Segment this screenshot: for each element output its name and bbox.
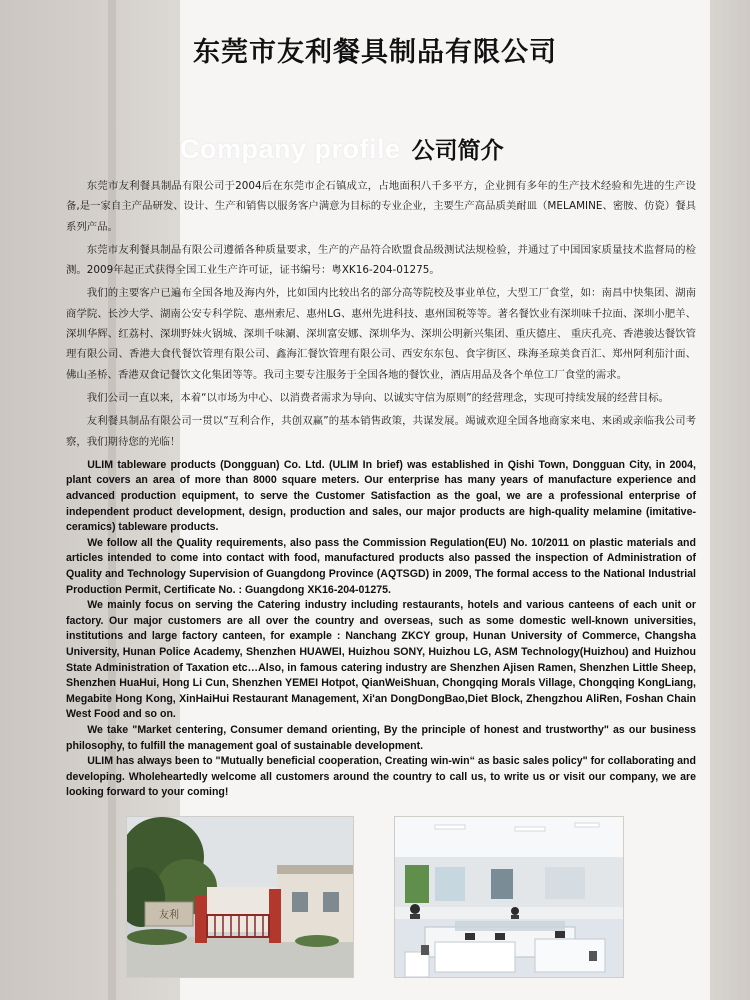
- factory-gate-illustration: [127, 817, 353, 977]
- chinese-paragraph: 东莞市友利餐具制品有限公司于2004后在东莞市企石镇成立，占地面积八千多平方，企业拥有多年的生产技术经验和先进的生产设备,是一家自主产品研发、设计、生产和销售以服务客户满意为目标的专业企业，主要生产高品质美耐皿（MELAMINE、密胺、仿瓷）餐具系列产品。: [66, 180, 696, 233]
- factory-gate-photo: [126, 816, 354, 978]
- english-paragraph: ULIM has always been to "Mutually beneficial cooperation, Creating win-win“ as basic sales policy" for collaborating and developing. Wholeheartedly welcome all customers around the country to call us, to write us or visit our company, we are looking forward to your coming!: [66, 755, 696, 799]
- english-paragraph: We follow all the Quality requirements, also pass the Commission Regulation(EU) No. 10/2011 on plastic materials and articles intended to come into contact with food, manufactured products also passed the inspection of Administration of Quality and Technology Supervision of Guangdong Province (AQTSGD) in 2009, The formal access to the National Industrial Production Permit, Certificate No. : Guangdong XK16-204-01275.: [66, 536, 696, 596]
- section-title-english: Company profile: [180, 134, 401, 164]
- company-name-title: 东莞市友利餐具制品有限公司: [193, 37, 557, 68]
- section-heading: [180, 132, 504, 172]
- english-section: [66, 458, 696, 801]
- english-paragraph: We take "Market centering, Consumer demand orienting, By the principle of honest and trustworthy" as our business philosophy, to fulfill the management goal of sustainable development.: [66, 723, 696, 752]
- chinese-paragraph: 友利餐具制品有限公司一贯以“互利合作，共创双赢”的基本销售政策，共谋发展。竭诚欢迎全国各地商家来电、来函或亲临我公司考察，我们期待您的光临！: [66, 415, 696, 448]
- background-right-band: [710, 0, 750, 1000]
- chinese-paragraph: 我们的主要客户已遍布全国各地及海内外，比如国内比较出名的部分高等院校及事业单位，大型工厂食堂，如：南昌中快集团、湖南商学院、长沙大学、湖南公安专科学院、惠州索尼、惠州LG、惠州先进科技、惠州国税等等。著名餐饮业有深圳味千拉面、深圳小肥羊、深圳华辉、红荔村、深圳野妹火锅城、深圳千味涮、深圳富安娜、深圳华为、深圳公明新兴集团、重庆德庄、 重庆孔亮、香港骏达餐饮管理有限公司、香港大食代餐饮管理有限公司、鑫海汇餐饮管理有限公司、西安东东包、食字街区、珠海圣琼美食百汇、郑州阿利茄汁面、佛山圣桥、香港双食记餐饮文化集团等等。我司主要专注服务于全国各地的餐饮业，酒店用品及各个单位工厂食堂的需求。: [66, 287, 696, 381]
- gate-sign-text: 友利: [159, 910, 179, 921]
- office-interior-illustration: [395, 817, 623, 977]
- chinese-paragraph: 东莞市友利餐具制品有限公司遵循各种质量要求，生产的产品符合欧盟食品级测试法规检验，并通过了中国国家质量技术监督局的检测。2009年起正式获得全国工业生产许可证，证书编号：粤XK16-204-01275。: [66, 243, 696, 277]
- english-paragraph: We mainly focus on serving the Catering industry including restaurants, hotels and various canteens of each unit or factory. Our major customers are all over the country and overseas, such as some domestic well-known universities, institutions and large factory canteen, for example : Nanchang ZKCY group, Hunan University of Commerce, Changsha University, Hunan Police Academy, Shenzhen HUAWEI, Huizhou SONY, Huizhou LG, ASM Technology(Huizhou) and Huizhou State Administration of Taxation etc…Also, in famous catering industry are Shenzhen Ajisen Ramen, Shenzhen Little Sheep, Shenzhen HuaHui, Hong Li Cun, Shenzhen YEMEI Hotpot, QianWeiShuan, Chongqing Morals Village, Chongqing KongLiang, Megabite Hong Kong, XinHaiHui Restaurant Management, Xi'an DongDongBao,Diet Block, Zhengzhou AliRen, Foshan Chain West Food and so on.: [66, 599, 696, 721]
- profile-body: [66, 176, 696, 801]
- chinese-paragraph: 我们公司一直以来，本着“以市场为中心、以消费者需求为导向、以诚实守信为原则”的经营理念，实现可持续发展的经营目标。: [86, 391, 670, 404]
- english-paragraph: ULIM tableware products (Dongguan) Co. Ltd. (ULIM In brief) was established in Qishi Town, Dongguan City, in 2004, plant covers an area of more than 8000 square meters. Our enterprise has many years of manufacture experience and advanced production equipment, to serve the Customer Satisfaction as the goal, we are a professional enterprise of independent product development, design, production and sales, our major products are high-quality melamine (imitative-ceramics) tableware products.: [66, 458, 696, 534]
- section-title-chinese: 公司简介: [411, 138, 504, 164]
- office-interior-photo: [394, 816, 624, 978]
